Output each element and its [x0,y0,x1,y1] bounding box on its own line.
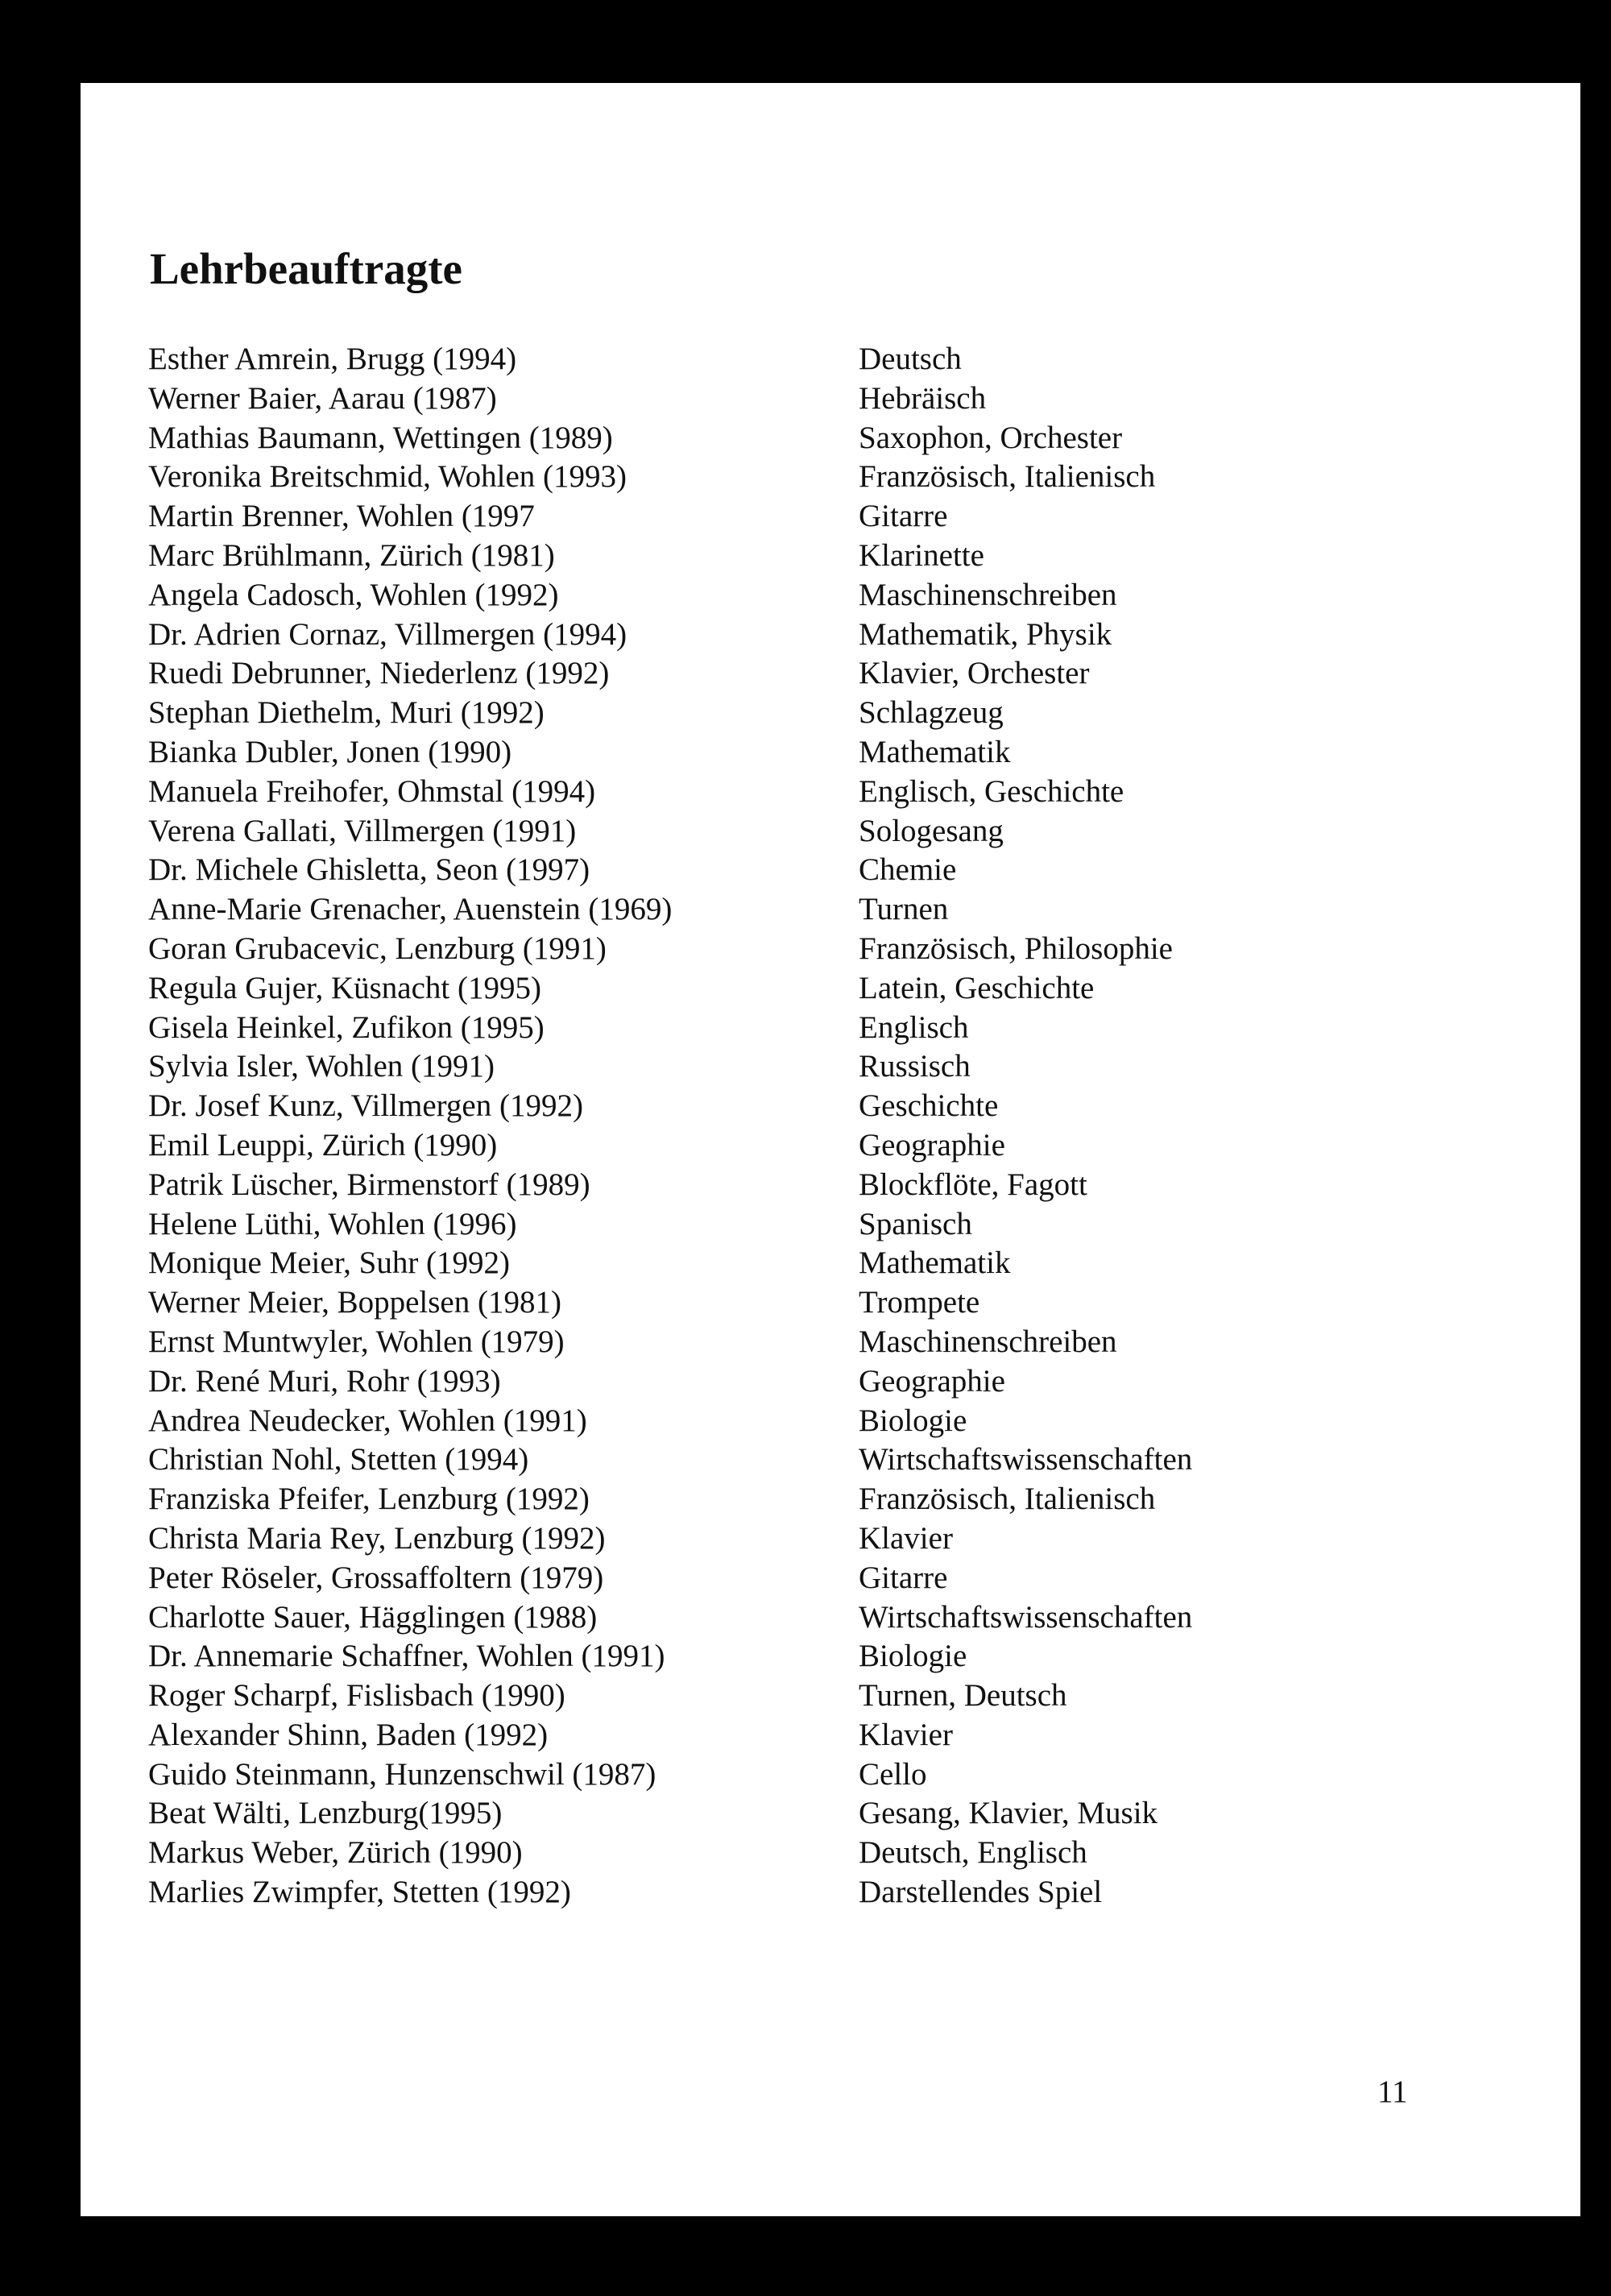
lecturer-subject: Klavier [859,1717,953,1752]
lecturer-name: Marlies Zwimpfer, Stetten (1992) [148,1875,571,1910]
lecturer-name: Dr. René Muri, Rohr (1993) [148,1363,501,1399]
list-item [148,458,1518,497]
lecturer-subject: Turnen, Deutsch [859,1678,1067,1714]
lecturer-subject: Latein, Geschichte [859,970,1095,1005]
lecturer-name: Helene Lüthi, Wohlen (1996) [148,1206,517,1241]
lecturer-name: Emil Leuppi, Zürich (1990) [148,1127,498,1163]
lecturer-name: Alexander Shinn, Baden (1992) [148,1717,549,1752]
list-item [148,1166,1518,1205]
lecturer-subject: Mathematik, Physik [859,616,1112,652]
list-item [148,773,1518,812]
lecturer-subject: Turnen [859,892,949,927]
lecturer-name: Charlotte Sauer, Hägglingen (1988) [148,1599,598,1635]
lecturer-name: Regula Gujer, Küsnacht (1995) [148,970,541,1005]
lecturer-subject: Maschinenschreiben [859,577,1117,612]
list-item [148,969,1518,1009]
page-title: Lehrbeauftragte [150,244,462,293]
list-item [148,733,1518,773]
lecturer-name: Ernst Muntwyler, Wohlen (1979) [148,1324,565,1359]
lecturer-subject: Schlagzeug [859,695,1004,731]
lecturer-subject: Klavier [859,1520,953,1556]
lecturer-name: Dr. Annemarie Schaffner, Wohlen (1991) [148,1639,665,1674]
lecturer-subject: Gitarre [859,499,948,534]
lecturer-name: Mathias Baumann, Wettingen (1989) [148,420,613,455]
list-item [148,497,1518,537]
lecturer-subject: Geographie [859,1127,1005,1163]
lecturer-subject: Französisch, Philosophie [859,930,1173,966]
list-item [148,1598,1518,1638]
list-item [148,1362,1518,1402]
list-item [148,1283,1518,1323]
list-item [148,1519,1518,1559]
lecturer-name: Markus Weber, Zürich (1990) [148,1835,523,1871]
list-item [148,1834,1518,1873]
lecturer-name: Christa Maria Rey, Lenzburg (1992) [148,1520,606,1556]
lecturer-subject: Französisch, Italienisch [859,1482,1156,1517]
list-item [148,1323,1518,1362]
lecturer-subject: Chemie [859,852,957,888]
list-item [148,851,1518,890]
list-item [148,1480,1518,1519]
list-item [148,419,1518,458]
list-item [148,1794,1518,1834]
lecturer-name: Peter Röseler, Grossaffoltern (1979) [148,1560,604,1595]
list-item [148,379,1518,419]
lecturer-name: Stephan Diethelm, Muri (1992) [148,695,545,731]
lecturer-subject: Gesang, Klavier, Musik [859,1796,1158,1831]
lecturer-subject: Geographie [859,1363,1005,1399]
lecturer-subject: Klarinette [859,537,984,573]
list-item [148,1755,1518,1795]
list-item [148,1873,1518,1913]
lecturer-name: Angela Cadosch, Wohlen (1992) [148,577,559,612]
lecturer-name: Guido Steinmann, Hunzenschwil (1987) [148,1756,656,1792]
list-item [148,654,1518,694]
list-item [148,1244,1518,1283]
lecturer-list [148,340,1518,1913]
lecturer-name: Werner Meier, Boppelsen (1981) [148,1285,561,1320]
lecturer-subject: Deutsch, Englisch [859,1835,1087,1871]
lecturer-subject: Englisch, Geschichte [859,773,1124,809]
list-item [148,1047,1518,1087]
lecturer-name: Verena Gallati, Villmergen (1991) [148,813,577,848]
lecturer-name: Martin Brenner, Wohlen (1997 [148,499,535,534]
lecturer-name: Patrik Lüscher, Birmenstorf (1989) [148,1167,590,1202]
list-item [148,615,1518,655]
lecturer-name: Beat Wälti, Lenzburg(1995) [148,1796,503,1831]
list-item [148,1440,1518,1480]
list-item [148,1559,1518,1598]
list-item [148,812,1518,852]
list-item [148,890,1518,930]
lecturer-subject: Trompete [859,1285,980,1320]
lecturer-name: Esther Amrein, Brugg (1994) [148,342,517,376]
lecturer-subject: Biologie [859,1639,967,1674]
lecturer-subject: Französisch, Italienisch [859,459,1156,495]
list-item [148,1009,1518,1048]
lecturer-subject: Maschinenschreiben [859,1324,1117,1359]
lecturer-name: Manuela Freihofer, Ohmstal (1994) [148,773,596,809]
lecturer-name: Andrea Neudecker, Wohlen (1991) [148,1403,587,1438]
list-item [148,576,1518,615]
lecturer-subject: Sologesang [859,813,1004,848]
lecturer-name: Ruedi Debrunner, Niederlenz (1992) [148,656,610,691]
lecturer-subject: Mathematik [859,1245,1011,1281]
lecturer-subject: Mathematik [859,734,1011,769]
list-item [148,1676,1518,1716]
lecturer-name: Gisela Heinkel, Zufikon (1995) [148,1009,545,1045]
lecturer-name: Marc Brühlmann, Zürich (1981) [148,537,555,573]
list-item [148,694,1518,733]
list-item [148,537,1518,576]
lecturer-subject: Englisch [859,1009,969,1045]
lecturer-name: Christian Nohl, Stetten (1994) [148,1442,529,1477]
lecturer-name: Werner Baier, Aarau (1987) [148,380,497,416]
lecturer-name: Dr. Adrien Cornaz, Villmergen (1994) [148,616,627,652]
lecturer-name: Franziska Pfeifer, Lenzburg (1992) [148,1482,590,1517]
lecturer-subject: Saxophon, Orchester [859,420,1123,455]
lecturer-name: Sylvia Isler, Wohlen (1991) [148,1049,495,1084]
list-item [148,930,1518,969]
lecturer-subject: Gitarre [859,1560,948,1595]
lecturer-subject: Wirtschaftswissenschaften [859,1599,1193,1635]
lecturer-subject: Biologie [859,1403,967,1438]
lecturer-name: Goran Grubacevic, Lenzburg (1991) [148,930,607,966]
list-item [148,1087,1518,1126]
list-item [148,1205,1518,1245]
lecturer-subject: Cello [859,1756,927,1792]
lecturer-name: Bianka Dubler, Jonen (1990) [148,734,512,769]
lecturer-subject: Blockflöte, Fagott [859,1167,1087,1202]
lecturer-name: Dr. Michele Ghisletta, Seon (1997) [148,852,590,888]
lecturer-subject: Darstellendes Spiel [859,1875,1103,1910]
lecturer-subject: Spanisch [859,1206,972,1241]
lecturer-name: Monique Meier, Suhr (1992) [148,1245,511,1281]
list-item [148,1402,1518,1441]
lecturer-subject: Geschichte [859,1088,999,1124]
lecturer-name: Dr. Josef Kunz, Villmergen (1992) [148,1088,583,1124]
lecturer-subject: Hebräisch [859,380,987,416]
lecturer-name: Veronika Breitschmid, Wohlen (1993) [148,459,627,495]
lecturer-name: Roger Scharpf, Fislisbach (1990) [148,1678,565,1714]
lecturer-subject: Russisch [859,1049,971,1084]
list-item [148,1637,1518,1676]
lecturer-subject: Klavier, Orchester [859,656,1090,691]
lecturer-subject: Deutsch [859,342,962,376]
lecturer-name: Anne-Marie Grenacher, Auenstein (1969) [148,892,673,927]
list-item [148,1716,1518,1755]
list-item [148,340,1518,379]
page-number: 11 [1377,2074,1408,2109]
list-item [148,1126,1518,1166]
document-page [81,83,1580,2216]
lecturer-subject: Wirtschaftswissenschaften [859,1442,1193,1477]
